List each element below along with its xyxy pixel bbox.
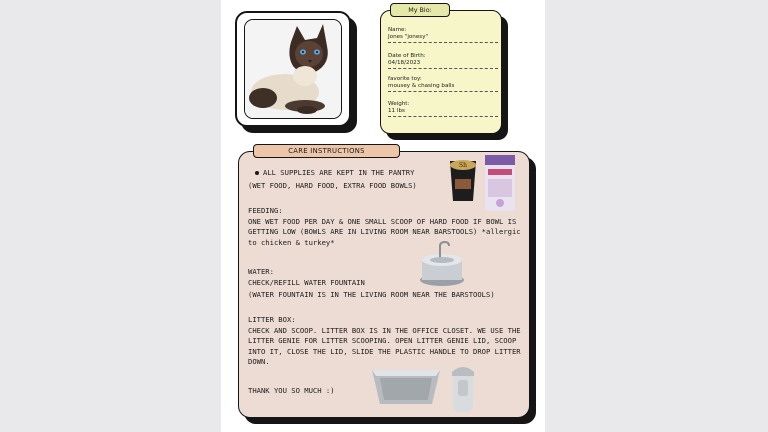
- closing-text: THANK YOU SO MUCH :): [248, 386, 335, 395]
- litter-text: CHECK AND SCOOP. LITTER BOX IS IN THE OFFICE CLOSET. WE USE THE LITTER GENIE FOR LITTER SCOOPING. OPEN LITTER GENIE LID, SCOOP INTO IT, CLOSE THE LID, SLIDE THE PLASTIC HANDLE TO DROP LITTER DOWN.: [248, 326, 521, 367]
- cat-photo: [244, 19, 342, 119]
- dry-food-bag-image: [482, 153, 518, 213]
- bio-label: favorite toy:: [388, 76, 422, 82]
- care-tab-label: CARE INSTRUCTIONS: [253, 144, 400, 158]
- bio-field-weight: [388, 101, 498, 117]
- feeding-text: ONE WET FOOD PER DAY & ONE SMALL SCOOP OF HARD FOOD IF BOWL IS GETTING LOW (BOWLS ARE IN LIVING ROOM NEAR BARSTOOLS) *allergic to chicken & turkey*: [248, 217, 521, 247]
- water-line-1: CHECK/REFILL WATER FOUNTAIN: [248, 278, 365, 287]
- supplies-line-1: ALL SUPPLIES ARE KEPT IN THE PANTRY: [263, 168, 415, 177]
- bullet-icon: [255, 171, 259, 175]
- feeding-title: FEEDING:: [248, 206, 283, 215]
- water-fountain-image: [418, 240, 466, 288]
- photo-card: [235, 11, 351, 127]
- bio-value: mousey & chasing balls: [388, 83, 498, 92]
- bio-label: Weight:: [388, 101, 410, 107]
- bio-value: 11 lbs: [388, 108, 498, 117]
- bio-value: Jones "jonesy": [388, 34, 498, 43]
- bio-field-dob: [388, 53, 498, 69]
- wet-food-tray-image: [446, 155, 480, 205]
- bio-label: Name:: [388, 27, 407, 33]
- bio-field-toy: [388, 76, 498, 92]
- water-title: WATER:: [248, 267, 274, 276]
- svg-text:Sh: Sh: [459, 162, 467, 169]
- litter-title: LITTER BOX:: [248, 315, 296, 324]
- bio-value: 04/18/2023: [388, 60, 498, 69]
- litter-box-image: [368, 364, 444, 408]
- bio-label: Date of Birth:: [388, 53, 426, 59]
- water-line-2: (WATER FOUNTAIN IS IN THE LIVING ROOM NEAR THE BARSTOOLS): [248, 290, 495, 299]
- litter-genie-image: [450, 362, 476, 414]
- bio-tab-label: My Bio:: [390, 3, 450, 17]
- bio-field-name: [388, 27, 498, 43]
- supplies-line-2: (WET FOOD, HARD FOOD, EXTRA FOOD BOWLS): [248, 181, 417, 190]
